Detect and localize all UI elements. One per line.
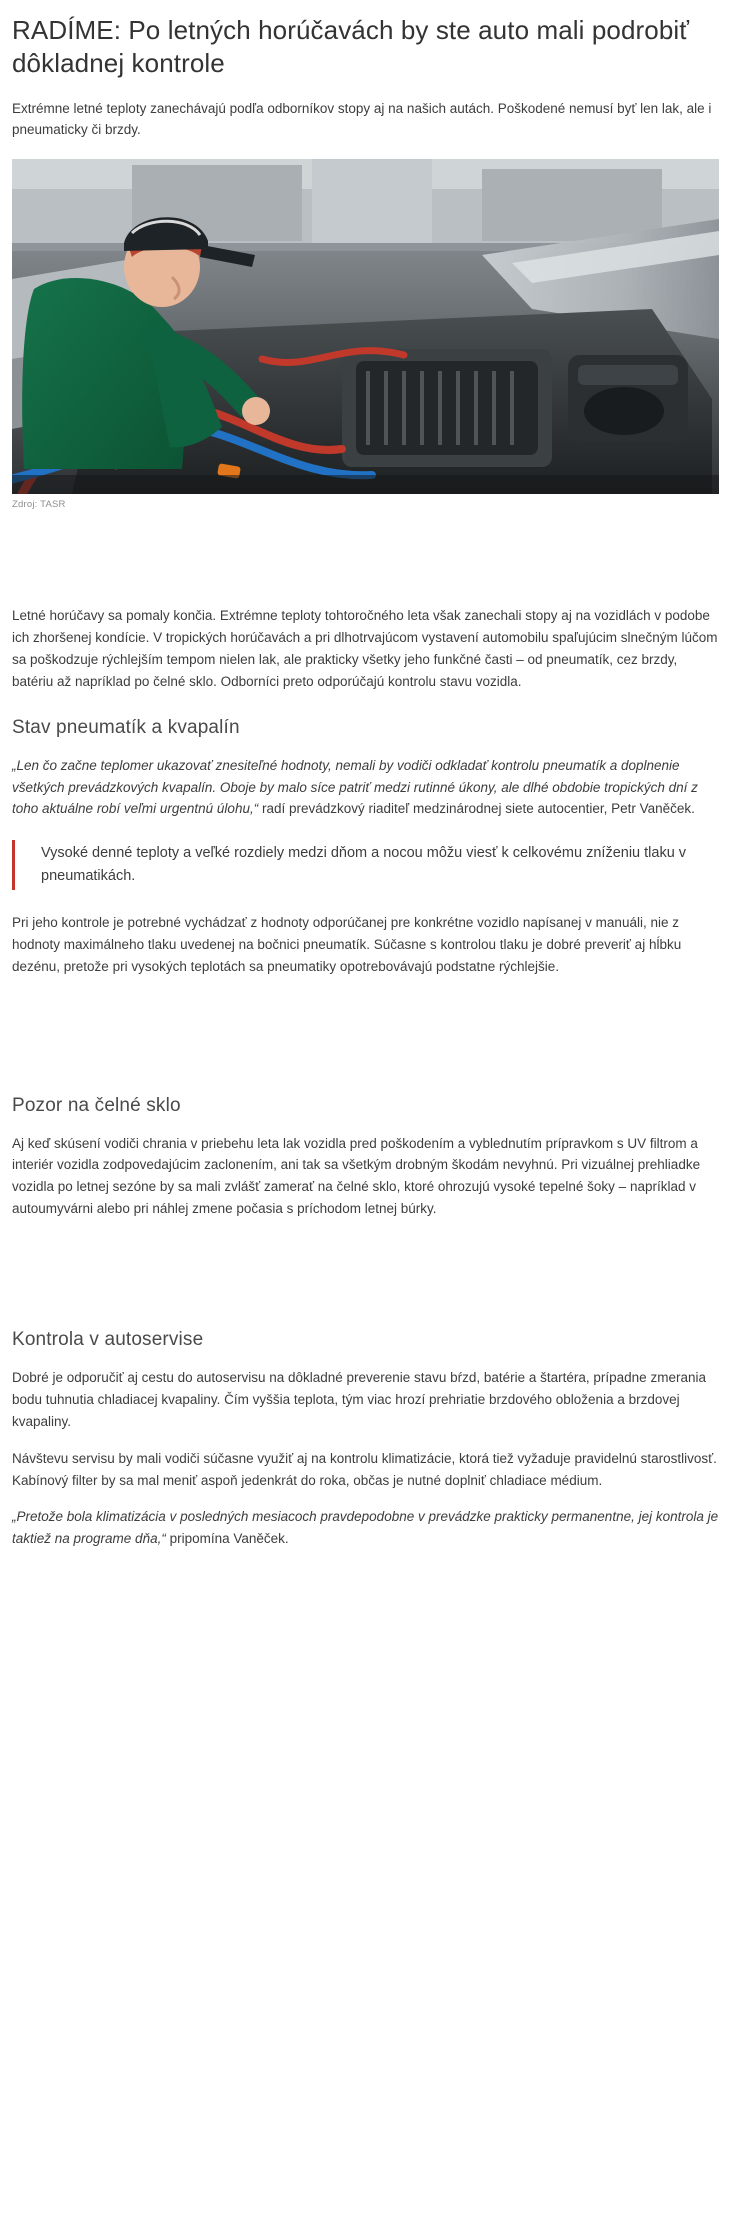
layout-gap-before-windshield <box>12 993 719 1071</box>
paragraph-service-1: Dobré je odporučiť aj cestu do autoservisu na dôkladné preverenie stavu bŕzd, batérie a štartéra, prípadne zmerania bodu tuhnutia chladiacej kvapaliny. Čím vyššia teplota, tým viac hrozí prehriatie brzdového obloženia a brzdovej kvapaliny. <box>12 1370 706 1429</box>
article-container <box>0 14 731 1550</box>
article-figure <box>12 159 719 510</box>
article-page <box>0 14 731 2214</box>
layout-gap-before-service <box>12 1235 719 1305</box>
layout-gap-after-figure <box>12 510 719 605</box>
quote-attribution-service: pripomína Vaněček. <box>165 1531 289 1547</box>
page-title: RADÍME: Po letných horúčavách by ste auto mali podrobiť dôkladnej kontrole <box>12 15 690 78</box>
paragraph-after-pullquote: Pri jeho kontrole je potrebné vychádzať z hodnoty odporúčanej pre konkrétne vozidlo napísanej v manuáli, nie z hodnoty maximálneho tlaku uvedenej na bočnici pneumatík. Súčasne s kontrolou tlaku je dobré preveriť aj hĺbku dezénu, pretože pri vysokých teplotách sa pneumatiky opotrebovávajú podstatne rýchlejšie. <box>12 915 682 974</box>
subheading-service: Kontrola v autoservise <box>12 1329 204 1351</box>
paragraph-intro: Letné horúčavy sa pomaly končia. Extrémne teploty tohtoročného leta však zanechali stopy aj na vozidlách v podobe ich zhoršenej kondície. V tropických horúčavách a pri dlhotrvajúcom vystavení automobilu spaľujúcim slnečným lúčom sa poškodzuje rýchlejším tempom nielen lak, ale prakticky všetky jeho funkčné časti – od pneumatík, cez brzdy, batériu až napríklad po čelné sklo. Odborníci preto odporúčajú kontrolu stavu vozidla. <box>12 608 718 689</box>
paragraph-service-2: Návštevu servisu by mali vodiči súčasne využiť aj na kontrolu klimatizácie, ktorá tiež vyžaduje pravidelnú starostlivosť. Kabínový filter by sa mal meniť aspoň jedenkrát do roka, občas je nutné doplniť chladiace médium. <box>12 1450 717 1488</box>
article-photo <box>12 159 719 494</box>
paragraph-service-quote <box>12 1506 719 1550</box>
subheading-tyres: Stav pneumatík a kvapalín <box>12 716 240 738</box>
quote-text-service: „Pretože bola klimatizácia v posledných mesiacoch pravdepodobne v prevádzke prakticky permanentne, jej kontrola je taktiež na programe dňa,“ <box>12 1509 719 1547</box>
article-perex: Extrémne letné teploty zanechávajú podľa odborníkov stopy aj na našich autách. Poškodené nemusí byť len lak, ale i pneumaticky či brzdy. <box>12 100 712 138</box>
pullquote: Vysoké denné teploty a veľké rozdiely medzi dňom a nocou môžu viesť k celkovému zníženiu tlaku v pneumatikách. <box>12 840 719 890</box>
paragraph-quote-intro <box>12 755 719 821</box>
subheading-windshield: Pozor na čelné sklo <box>12 1094 181 1116</box>
quote-text-tyres: „Len čo začne teplomer ukazovať znesiteľné hodnoty, nemali by vodiči odkladať kontrolu pneumatík a doplnenie všetkých prevádzkových kvapalín. Oboje by malo síce patriť medzi rutinné úkony, ale dlhé obdobie tropických dní z toho aktuálne robí veľmi urgentnú úlohu,“ <box>12 757 698 817</box>
paragraph-windshield: Aj keď skúsení vodiči chrania v priebehu leta lak vozidla pred poškodením a vyblednutím prípravkom s UV filtrom a interiér vozidla zodpovedajúcim zaclonením, ani tak sa všetkým drobným škodám nevyhnú. Pri vizuálnej prehliadke vozidla po letnej sezóne by sa mali zvlášť zamerať na čelné sklo, ktoré ohrozujú vysoké tepelné šoky – napríklad v autoumyvárni alebo pri náhlej zmene počasia s príchodom letnej búrky. <box>12 1135 701 1217</box>
photo-credit: Zdroj: TASR <box>12 499 66 511</box>
quote-attribution-tyres: radí prevádzkový riaditeľ medzinárodnej siete autocentier, Petr Vaněček. <box>258 801 695 817</box>
